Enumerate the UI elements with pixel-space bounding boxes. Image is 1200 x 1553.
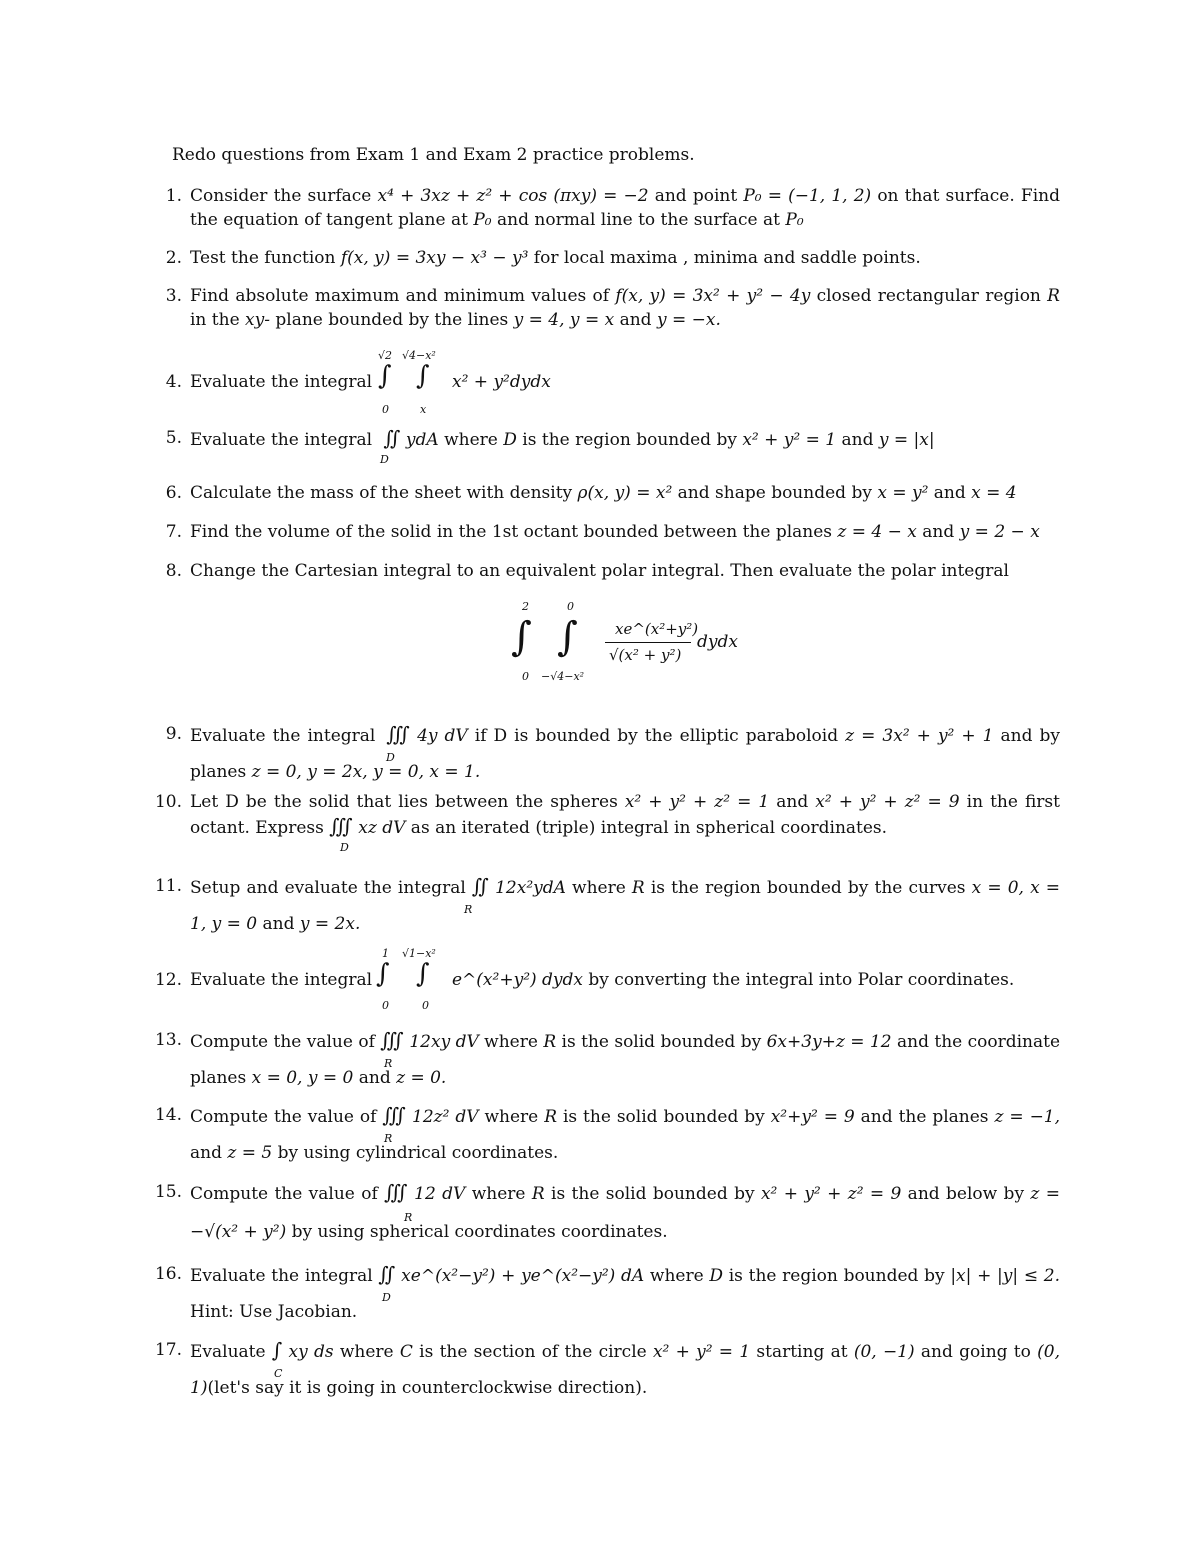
problem-12: 12. Evaluate the integral 1 √1−x² ∫ ∫ 0 0 e^(x²+y²) dydx by converting the integral into Polar coordinates. [154, 947, 1015, 1012]
problem-8: 8. Change the Cartesian integral to an equivalent polar integral. Then evaluate the polar integral [165, 561, 1009, 581]
problem-9: 9. Evaluate the integral ∭ D 4y dV if D is bounded by the elliptic paraboloid z = 3x² + y² + 1 and by planes z = 0, y = 2x, y = 0, x = 1. [165, 722, 1061, 782]
intro-text: Redo questions from Exam 1 and Exam 2 practice problems. [172, 145, 695, 165]
problem-3: 3. Find absolute maximum and minimum values of f(x, y) = 3x² + y² − 4y closed rectangular region R in the xy- plane bounded by the lines y = 4, y = x and y = −x. [165, 286, 1060, 330]
problem-17: 17. Evaluate ∫ C xy ds where C is the section of the circle x² + y² = 1 starting at (0, −1) and going to (0, 1)(let's say it is going in counterclockwise direction). [154, 1338, 1060, 1398]
problem-6: 6. Calculate the mass of the sheet with density ρ(x, y) = x² and shape bounded by x = y² and x = 4 [165, 483, 1017, 503]
problem-10: 10. Let D be the solid that lies between the spheres x² + y² + z² = 1 and x² + y² + z² = 9 in the first octant. Express ∭ D xz dV as an iterated (triple) integral in spherical coordinates. [154, 792, 1060, 854]
problem-2: 2. Test the function f(x, y) = 3xy − x³ − y³ for local maxima , minima and saddle points. [165, 248, 921, 268]
problem-4: 4. Evaluate the integral √2 √4−x² ∫ ∫ 0 x x² + y²dydx [165, 349, 551, 416]
problem-7: 7. Find the volume of the solid in the 1st octant bounded between the planes z = 4 − x and y = 2 − x [165, 522, 1040, 542]
problem-13: 13. Compute the value of ∭ R 12xy dV where R is the solid bounded by 6x+3y+z = 12 and the coordinate planes x = 0, y = 0 and z = 0. [154, 1028, 1061, 1088]
problem-1: 1. Consider the surface x⁴ + 3xz + z² + cos (πxy) = −2 and point P₀ = (−1, 1, 2) on that surface. Find the equation of tangent plane at P₀ and normal line to the surface at P₀ [165, 186, 1060, 230]
problem-8-display-integral: 2 0 ∫ ∫ 0 −√4−x² xe^(x²+y²) √(x² + y²) dydx [511, 600, 738, 683]
problem-14: 14. Compute the value of ∭ R 12z² dV where R is the solid bounded by x²+y² = 9 and the planes z = −1, and z = 5 by using cylindrical coordinates. [154, 1103, 1061, 1163]
problem-5: 5. Evaluate the integral ∬ D ydA where D is the region bounded by x² + y² = 1 and y = |x| [165, 426, 935, 466]
problem-15: 15. Compute the value of ∭ R 12 dV where R is the solid bounded by x² + y² + z² = 9 and below by z = −√(x² + y²) by using spherical coordinates coordinates. [154, 1180, 1060, 1242]
problem-11: 11. Setup and evaluate the integral ∬ R 12x²ydA where R is the region bounded by the curves x = 0, x = 1, y = 0 and y = 2x. [154, 874, 1061, 934]
problem-16: 16. Evaluate the integral ∬ D xe^(x²−y²) + ye^(x²−y²) dA where D is the region bounded by |x| + |y| ≤ 2. Hint: Use Jacobian. [154, 1262, 1060, 1322]
